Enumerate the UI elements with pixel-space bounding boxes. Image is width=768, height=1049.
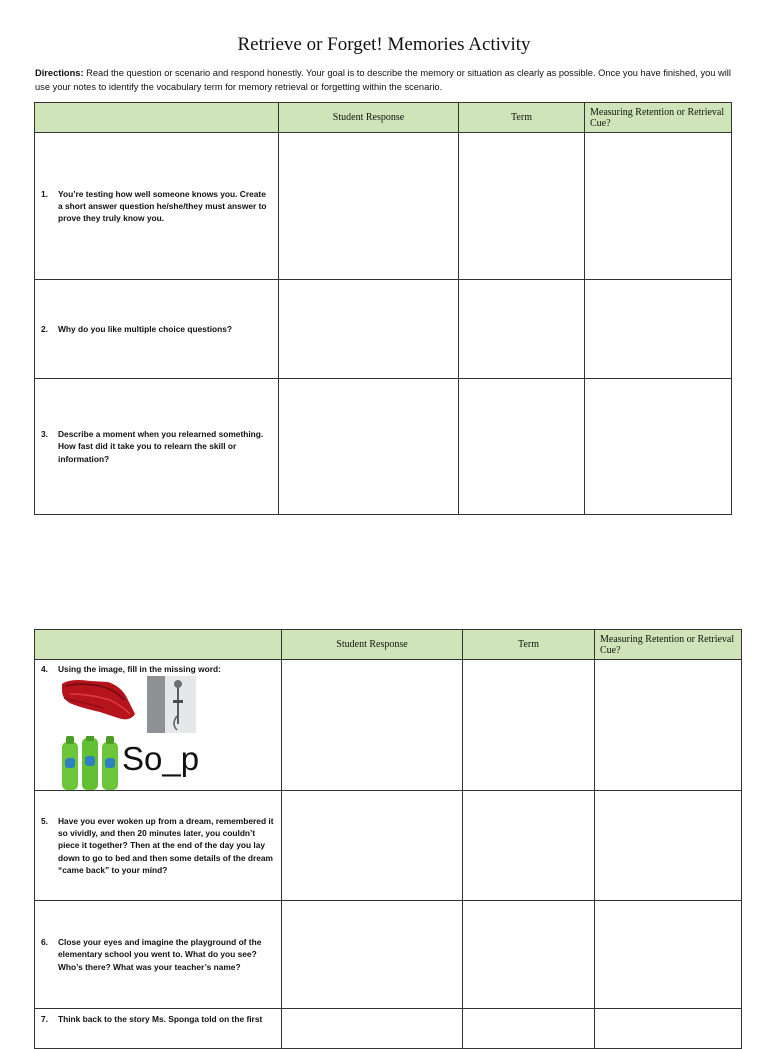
measuring-field[interactable]: [585, 280, 732, 379]
question-text: Using the image, fill in the missing word:: [58, 664, 221, 674]
header-measuring: Measuring Retention or Retrieval Cue?: [595, 630, 742, 660]
student-response-field[interactable]: [279, 133, 459, 280]
student-response-field[interactable]: [282, 791, 463, 901]
measuring-field[interactable]: [595, 791, 742, 901]
worksheet-table-1: [34, 102, 732, 515]
table-header-row: [35, 630, 742, 660]
measuring-field[interactable]: [595, 901, 742, 1009]
term-field[interactable]: [459, 133, 585, 280]
term-field[interactable]: [463, 901, 595, 1009]
header-term: Term: [459, 103, 585, 133]
student-response-field[interactable]: [282, 901, 463, 1009]
page-title: Retrieve or Forget! Memories Activity: [237, 34, 531, 55]
red-towel-image: [60, 678, 136, 724]
header-blank: [35, 630, 282, 660]
question-cell: [35, 133, 279, 280]
term-field[interactable]: [459, 379, 585, 515]
question-cell: [35, 791, 282, 901]
table-row: [35, 280, 732, 379]
term-field[interactable]: [463, 660, 595, 791]
question-4-content: [35, 660, 281, 778]
question-cell: [35, 660, 282, 791]
question-number: 4.: [41, 664, 48, 674]
question-text: Close your eyes and imagine the playground of the elementary school you went to. What do you see? Who’s there? What was your teacher’s name?: [58, 937, 262, 972]
measuring-field[interactable]: [585, 133, 732, 280]
header-measuring: Measuring Retention or Retrieval Cue?: [585, 103, 732, 133]
student-response-field[interactable]: [279, 280, 459, 379]
table-row: [35, 791, 742, 901]
directions-label: Directions:: [35, 68, 84, 78]
question-number: 1.: [41, 188, 48, 199]
directions-text: Read the question or scenario and respond honestly. Your goal is to describe the memory or situation as clearly as possible. Once you have finished, you will use your notes to identify the vocabulary term for memory retrieval or forgetting within the scenario.: [35, 68, 731, 92]
student-response-field[interactable]: [282, 1009, 463, 1049]
header-student-response: Student Response: [279, 103, 459, 133]
table-row: [35, 660, 742, 791]
header-term: Term: [463, 630, 595, 660]
student-response-field[interactable]: [279, 379, 459, 515]
shower-image: [147, 676, 196, 733]
question-number: 2.: [41, 323, 48, 334]
table-row: [35, 1009, 742, 1049]
table-header-row: [35, 103, 732, 133]
header-student-response: Student Response: [282, 630, 463, 660]
question-cell: [35, 379, 279, 515]
table-row: [35, 379, 732, 515]
table-row: [35, 133, 732, 280]
header-blank: [35, 103, 279, 133]
worksheet-table-2: [34, 629, 742, 1049]
measuring-field[interactable]: [595, 660, 742, 791]
question-text: Describe a moment when you relearned something. How fast did it take you to relearn the skill or information?: [58, 429, 264, 464]
term-field[interactable]: [463, 1009, 595, 1049]
student-response-field[interactable]: [282, 660, 463, 791]
term-field[interactable]: [459, 280, 585, 379]
question-text: You’re testing how well someone knows you. Create a short answer question he/she/they must answer to prove they truly know you.: [58, 188, 267, 224]
term-field[interactable]: [463, 791, 595, 901]
question-text: Think back to the story Ms. Sponga told on the first: [58, 1014, 263, 1024]
question-text: Have you ever woken up from a dream, remembered it so vividly, and then 20 minutes later, you couldn’t piece it together? Then at the end of the day you lay down to go to bed and then some details of the dream “came back” to your mind?: [58, 815, 274, 875]
measuring-field[interactable]: [595, 1009, 742, 1049]
question-number: 5.: [41, 815, 48, 826]
question-number: 3.: [41, 429, 48, 440]
question-number: 6.: [41, 937, 48, 948]
question-cell: [35, 901, 282, 1009]
question-text: Why do you like multiple choice questions?: [58, 323, 233, 334]
question-number: 7.: [41, 1014, 48, 1024]
table-row: [35, 901, 742, 1009]
measuring-field[interactable]: [585, 379, 732, 515]
question-cell: [35, 280, 279, 379]
missing-word-text: So_p: [122, 740, 200, 777]
directions: [35, 67, 735, 94]
question-cell: [35, 1009, 282, 1049]
